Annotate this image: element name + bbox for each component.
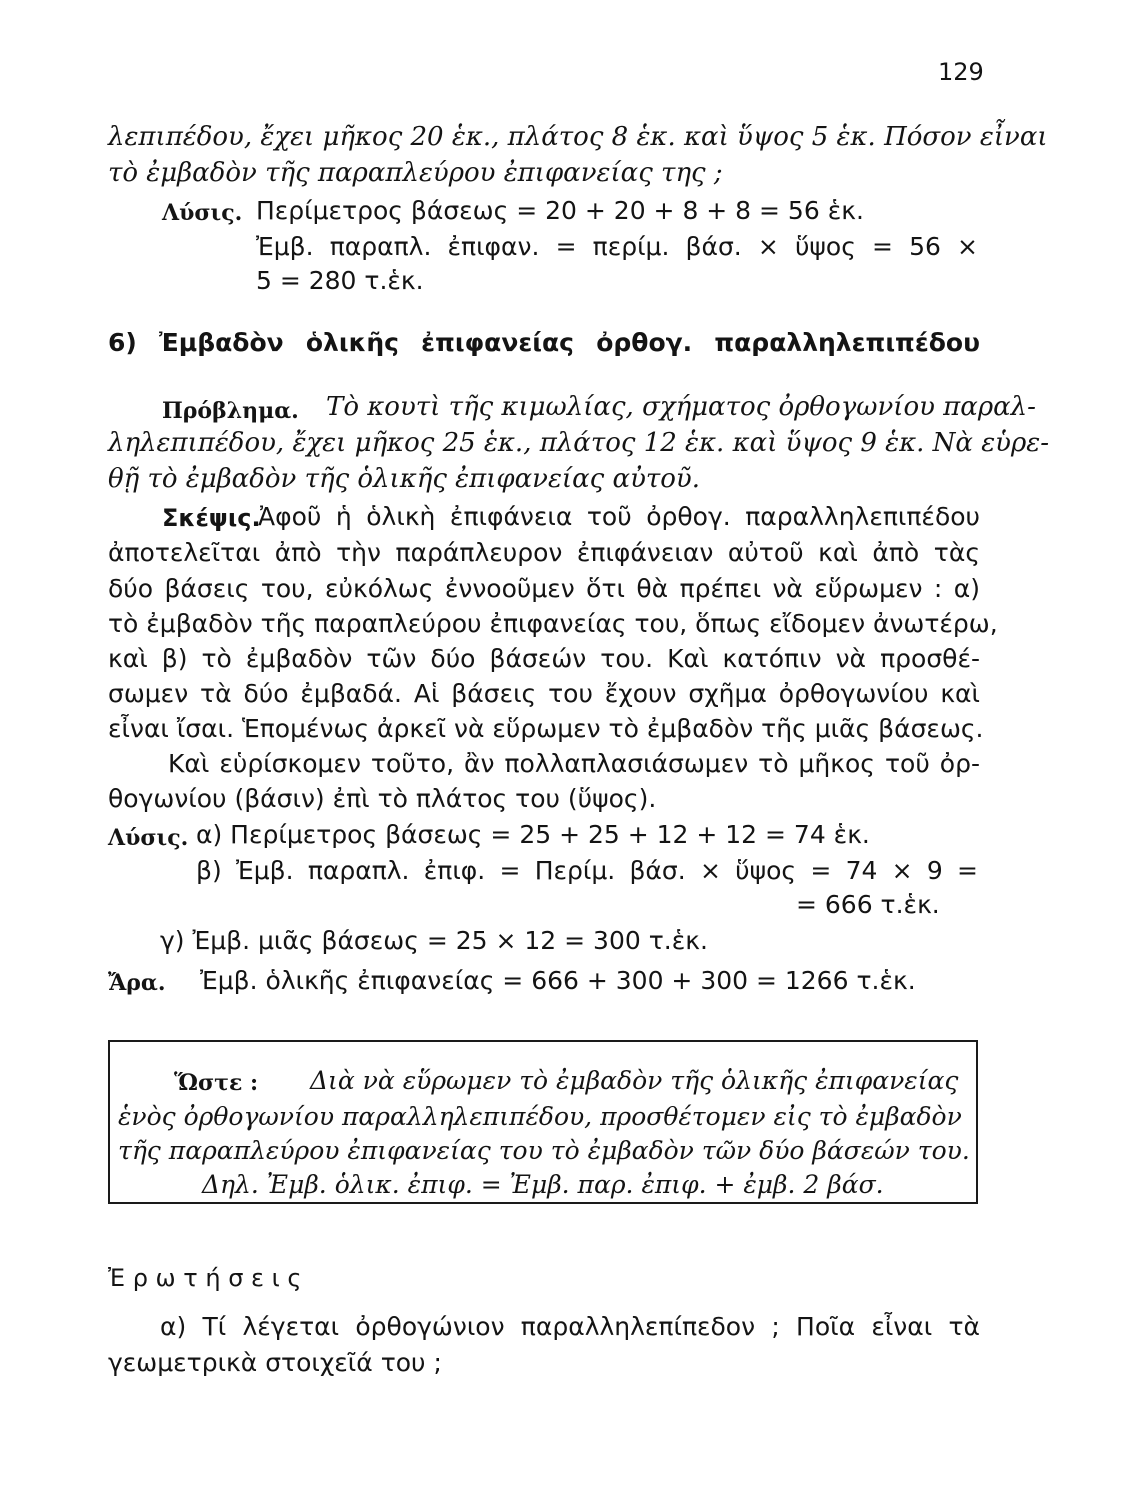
conclusion-formula: Δηλ. Ἐμβ. ὁλικ. ἐπιφ. = Ἐμβ. παρ. ἐπιφ. + ἐμβ. 2 βάσ. — [202, 1170, 884, 1199]
paragraph-line: λεπιπέδου, ἔχει μῆκος 20 ἑκ., πλάτος 8 ἑκ. καὶ ὕψος 5 ἑκ. Πόσον εἶναι — [108, 122, 1048, 152]
thought-line: καὶ β) τὸ ἐμβαδὸν τῶν δύο βάσεών του. Καὶ κατόπιν νὰ προσθέ- — [108, 644, 980, 673]
page-number: 129 — [938, 58, 984, 86]
conclusion-label: Ὥστε : — [174, 1070, 259, 1096]
ara-label: Ἄρα. — [108, 970, 166, 996]
problem-line: Τὸ κουτὶ τῆς κιμωλίας, σχήματος ὀρθογωνίου παραλ- — [326, 392, 1036, 422]
solution-label: Λύσις. — [108, 825, 189, 851]
thought-line: σωμεν τὰ δύο ἐμβαδά. Αἱ βάσεις του ἔχουν σχῆμα ὀρθογωνίου καὶ — [108, 679, 980, 708]
problem-label: Πρόβλημα. — [162, 398, 299, 424]
solution-label: Λύσις. — [162, 200, 243, 226]
ara-line: Ἐμβ. ὁλικῆς ἐπιφανείας = 666 + 300 + 300 = 1266 τ.ἑκ. — [200, 966, 916, 995]
paragraph-line: τὸ ἐμβαδὸν τῆς παραπλεύρου ἐπιφανείας της ; — [108, 158, 723, 188]
solution-step-b-result: = 666 τ.ἑκ. — [796, 890, 940, 919]
conclusion-box — [108, 1040, 978, 1204]
solution-line: 5 = 280 τ.ἑκ. — [256, 266, 424, 295]
thought-line: θογωνίου (βάσιν) ἐπὶ τὸ πλάτος του (ὕψος). — [108, 784, 657, 813]
thought-label: Σκέψις. — [162, 504, 261, 532]
thought-line: τὸ ἐμβαδὸν τῆς παραπλεύρου ἐπιφανείας του, ὅπως εἴδομεν ἀνωτέρω, — [108, 609, 998, 638]
thought-line: ἀποτελεῖται ἀπὸ τὴν παράπλευρον ἐπιφάνειαν αὐτοῦ καὶ ἀπὸ τὰς — [108, 538, 980, 567]
solution-step-a: α) Περίμετρος βάσεως = 25 + 25 + 12 + 12 = 74 ἑκ. — [196, 820, 870, 849]
question-line: α) Τί λέγεται ὀρθογώνιον παραλληλεπίπεδον ; Ποῖα εἶναι τὰ — [160, 1312, 980, 1341]
solution-line: Περίμετρος βάσεως = 20 + 20 + 8 + 8 = 56 ἑκ. — [256, 196, 864, 225]
section-heading: 6) Ἐμβαδὸν ὁλικῆς ἐπιφανείας ὀρθογ. παραλληλεπιπέδου — [108, 328, 980, 357]
thought-line: Καὶ εὑρίσκομεν τοῦτο, ἂν πολλαπλασιάσωμεν τὸ μῆκος τοῦ ὀρ- — [168, 749, 980, 778]
question-line: γεωμετρικὰ στοιχεῖά του ; — [108, 1348, 442, 1377]
solution-line: Ἐμβ. παραπλ. ἐπιφαν. = περίμ. βάσ. × ὕψος = 56 × — [256, 232, 978, 261]
conclusion-line: ἑνὸς ὀρθογωνίου παραλληλεπιπέδου, προσθέτομεν εἰς τὸ ἐμβαδὸν — [118, 1102, 962, 1131]
solution-step-b: β) Ἐμβ. παραπλ. ἐπιφ. = Περίμ. βάσ. × ὕψος = 74 × 9 = — [196, 856, 978, 885]
questions-heading: Ἐ ρ ω τ ή σ ε ι ς — [108, 1264, 302, 1292]
thought-line: δύο βάσεις του, εὐκόλως ἐννοοῦμεν ὅτι θὰ πρέπει νὰ εὕρωμεν : α) — [108, 574, 980, 603]
conclusion-line: τῆς παραπλεύρου ἐπιφανείας του τὸ ἐμβαδὸν τῶν δύο βάσεών του. — [118, 1136, 970, 1165]
problem-line: θῇ τὸ ἐμβαδὸν τῆς ὁλικῆς ἐπιφανείας αὐτοῦ. — [108, 464, 700, 494]
thought-line: εἶναι ἴσαι. Ἑπομένως ἀρκεῖ νὰ εὕρωμεν τὸ ἐμβαδὸν τῆς μιᾶς βάσεως. — [108, 714, 984, 743]
solution-step-c: γ) Ἐμβ. μιᾶς βάσεως = 25 × 12 = 300 τ.ἑκ. — [160, 926, 708, 955]
conclusion-line: Διὰ νὰ εὕρωμεν τὸ ἐμβαδὸν τῆς ὁλικῆς ἐπιφανείας — [310, 1066, 959, 1095]
problem-line: ληλεπιπέδου, ἔχει μῆκος 25 ἑκ., πλάτος 12 ἑκ. καὶ ὕψος 9 ἑκ. Νὰ εὑρε- — [108, 428, 1050, 458]
thought-line: Ἀφοῦ ἡ ὁλικὴ ἐπιφάνεια τοῦ ὀρθογ. παραλληλεπιπέδου — [258, 502, 980, 531]
